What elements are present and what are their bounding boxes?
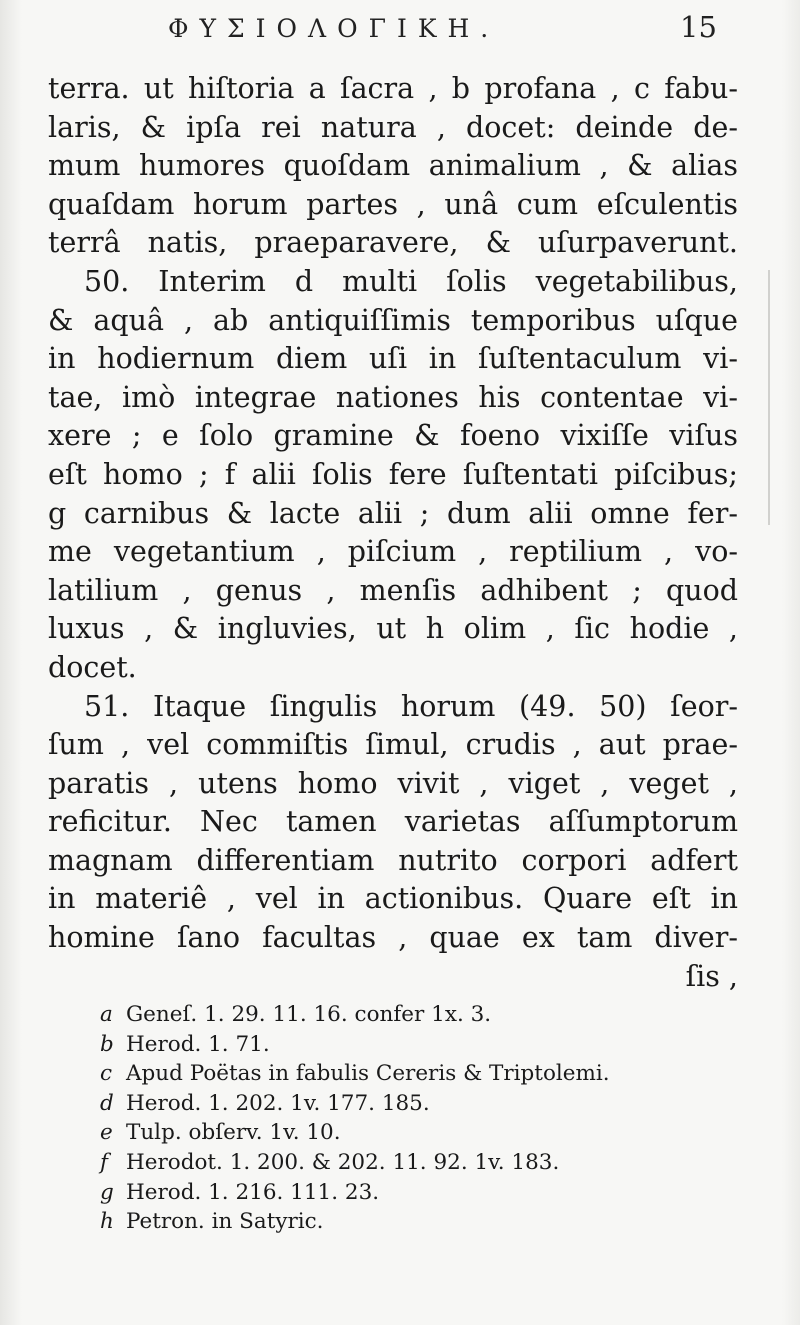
running-head: ΦΥΣΙΟΛΟΓΙΚΗ.	[168, 14, 500, 43]
footnote-mark: a	[100, 1002, 113, 1027]
text-line: terrâ natis, praeparavere, & uſurpaverunt.	[48, 226, 738, 260]
text-line: in materiê , vel in actionibus. Quare eſt in	[48, 882, 738, 916]
footnote	[100, 1030, 740, 1060]
paragraph-51-start: 51. Itaque ſingulis horum (49. 50) ſeor-	[84, 689, 738, 723]
footnote-mark: g	[100, 1179, 114, 1205]
footnote	[100, 1178, 740, 1208]
footnote-text: Petron. in Satyric.	[126, 1209, 324, 1235]
catchword: ſis ,	[685, 959, 738, 993]
footnote-mark: e	[100, 1120, 113, 1146]
text-line: luxus , & ingluvies, ut h olim , ſic hodie ,	[48, 612, 738, 646]
text-line: magnam differentiam nutrito corpori adfert	[48, 843, 738, 877]
text-line: ſum , vel commiſtis ſimul, crudis , aut prae-	[48, 728, 738, 762]
text-line: me vegetantium , piſcium , reptilium , vo-	[48, 535, 738, 569]
footnote-text: Geneſ. 1. 29. 11. 16. confer 1x. 3.	[126, 1002, 492, 1027]
footnote	[100, 1148, 740, 1178]
footnote-text: Tulp. obſerv. 1v. 10.	[126, 1120, 341, 1146]
text-line: & aquâ , ab antiquiſſimis temporibus uſque	[48, 303, 738, 337]
footnote-text: Herod. 1. 216. 111. 23.	[126, 1179, 380, 1205]
footnote	[100, 1000, 740, 1030]
footnote-text: Herod. 1. 202. 1v. 177. 185.	[126, 1090, 430, 1116]
footnote-mark: f	[100, 1149, 108, 1175]
text-line: tae, imò integrae nationes his contentae vi-	[48, 380, 738, 414]
footnote-mark: h	[100, 1209, 114, 1235]
footnote	[100, 1207, 740, 1237]
text-line: in hodiernum diem uſi in ſuſtentaculum vi-	[48, 342, 738, 376]
text-line: docet.	[48, 650, 137, 684]
footnote-mark: d	[100, 1090, 114, 1116]
text-line: reficitur. Nec tamen varietas aſſumptorum	[48, 805, 738, 839]
page-edge-right	[782, 0, 800, 1325]
paragraph-50-start: 50. Interim d multi ſolis vegetabilibus,	[84, 264, 738, 298]
text-line: paratis , utens homo vivit , viget , veget ,	[48, 766, 738, 800]
body-text	[48, 70, 738, 996]
text-line: quaſdam horum partes , unâ cum eſculentis	[48, 187, 738, 221]
footnote-mark: c	[100, 1061, 113, 1087]
text-line: xere ; e ſolo gramine & foeno vixiſſe viſus	[48, 419, 738, 453]
footnote	[100, 1089, 740, 1119]
text-line: g carnibus & lacte alii ; dum alii omne fer-	[48, 496, 738, 530]
text-line: terra. ut hiſtoria a ſacra , b profana , c fabu-	[48, 72, 738, 105]
footnote-text: Apud Poëtas in fabulis Cereris & Triptolemi.	[126, 1061, 610, 1087]
page-number: 15	[680, 10, 717, 44]
page-edge-left	[0, 0, 22, 1325]
footnote-text: Herod. 1. 71.	[126, 1031, 270, 1057]
footnotes	[100, 1000, 740, 1237]
text-line: homine ſano facultas , quae ex tam diver-	[48, 921, 738, 955]
text-line: laris, & ipſa rei natura , docet: deinde de-	[48, 110, 738, 144]
footnote	[100, 1059, 740, 1089]
text-line: latilium , genus , menſis adhibent ; quod	[48, 573, 738, 607]
text-line: eſt homo ; f alii ſolis fere ſuſtentati piſcibus;	[48, 457, 738, 491]
footnote	[100, 1118, 740, 1148]
footnote-mark: b	[100, 1031, 114, 1057]
margin-pencil-mark	[768, 270, 770, 525]
text-line: mum humores quoſdam animalium , & alias	[48, 149, 738, 183]
footnote-text: Herodot. 1. 200. & 202. 11. 92. 1v. 183.	[126, 1149, 560, 1175]
